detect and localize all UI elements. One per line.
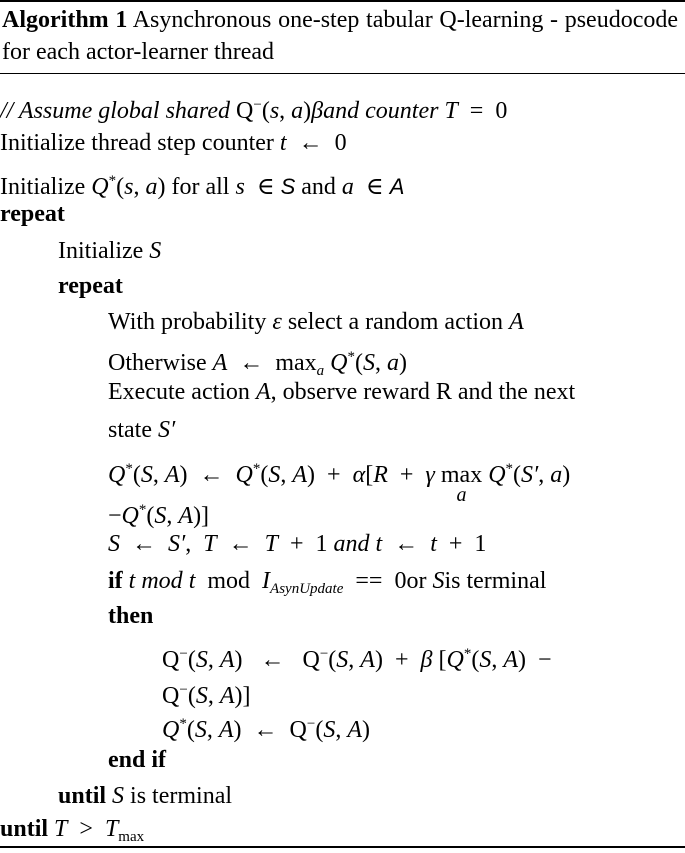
line-1: // Assume global shared Q−(s, a)βand counter T = 0: [0, 97, 508, 124]
init-s-text: Initialize: [58, 238, 144, 264]
comment-text: // Assume global shared: [0, 98, 231, 124]
forall-text: for all: [171, 174, 230, 200]
line-10: state S′: [108, 417, 176, 443]
keyword-repeat-inner: repeat: [58, 273, 123, 299]
line-18: Q*(S, A) ← Q−(S, A): [162, 716, 370, 743]
is-terminal-text: is terminal: [444, 568, 547, 594]
execute-action-text: Execute action: [108, 379, 250, 405]
line-14: if t mod t mod $I_{AsynUpdate} == 0or$ Sis terminal: [108, 568, 547, 597]
line-16: Q−(S, A) ← Q−(S, A) + β [Q*(S, A) −: [162, 646, 552, 673]
init-step-counter-text: Initialize thread step counter: [0, 130, 274, 156]
line-6: [58, 270, 123, 302]
bottom-rule: [0, 846, 685, 848]
line-13: S ← S′, T ← T + 1 and t ← t + 1: [108, 531, 487, 557]
until-terminal-text: is terminal: [130, 783, 233, 809]
or-text: or: [406, 568, 427, 594]
keyword-if: if: [108, 568, 123, 594]
comment-and-counter: and counter: [323, 98, 439, 124]
line-9: Execute action A, observe reward R and the next: [108, 379, 576, 405]
observe-reward-text: , observe reward R and the next: [270, 379, 576, 405]
line-7: With probability ε select a random action A: [108, 309, 524, 335]
and-text: and: [301, 174, 336, 200]
line-11: Q*(S, A) ← Q*(S, A) + α[R + γ max a Q*(S′, a): [108, 461, 571, 506]
select-random-text: select a random action: [287, 309, 504, 335]
otherwise-text: Otherwise: [108, 350, 207, 376]
keyword-until-outer: until: [0, 816, 49, 842]
state-text: state: [108, 417, 152, 443]
algorithm-label: Algorithm 1: [2, 7, 128, 33]
line-4: [0, 198, 65, 230]
algorithm-title: Asynchronous one-step tabular Q-learning - pseudocode for each actor-learner thread: [2, 7, 678, 65]
keyword-until-inner: until: [58, 783, 107, 809]
line-19: [108, 744, 166, 776]
caption-rule: [0, 73, 685, 74]
init-q-text: Initialize: [0, 174, 86, 200]
and-italic-text: and: [333, 531, 370, 557]
line-5: Initialize S: [58, 238, 162, 264]
line-20: until S is terminal: [58, 783, 233, 809]
keyword-repeat-outer: repeat: [0, 201, 65, 227]
top-rule: [0, 0, 685, 2]
line-3: Initialize Q*(s, a) for all s ∈ S and a ∈ A: [0, 173, 405, 200]
line-15: [108, 600, 153, 632]
keyword-then: then: [108, 603, 154, 629]
line-2: Initialize thread step counter t ← 0: [0, 130, 347, 156]
line-12: −Q*(S, A)]: [108, 502, 210, 529]
with-probability-text: With probability: [108, 309, 267, 335]
line-17: Q−(S, A)]: [162, 682, 251, 709]
mod-text: mod: [207, 568, 251, 594]
mod-italic-text: mod: [141, 568, 183, 594]
line-8: Otherwise A ← $\max_a Q^*(S$, a): [108, 349, 407, 379]
keyword-end-if: end if: [108, 747, 167, 773]
line-21: until $T > T_{max}$: [0, 816, 145, 845]
algorithm-caption: [2, 4, 678, 68]
